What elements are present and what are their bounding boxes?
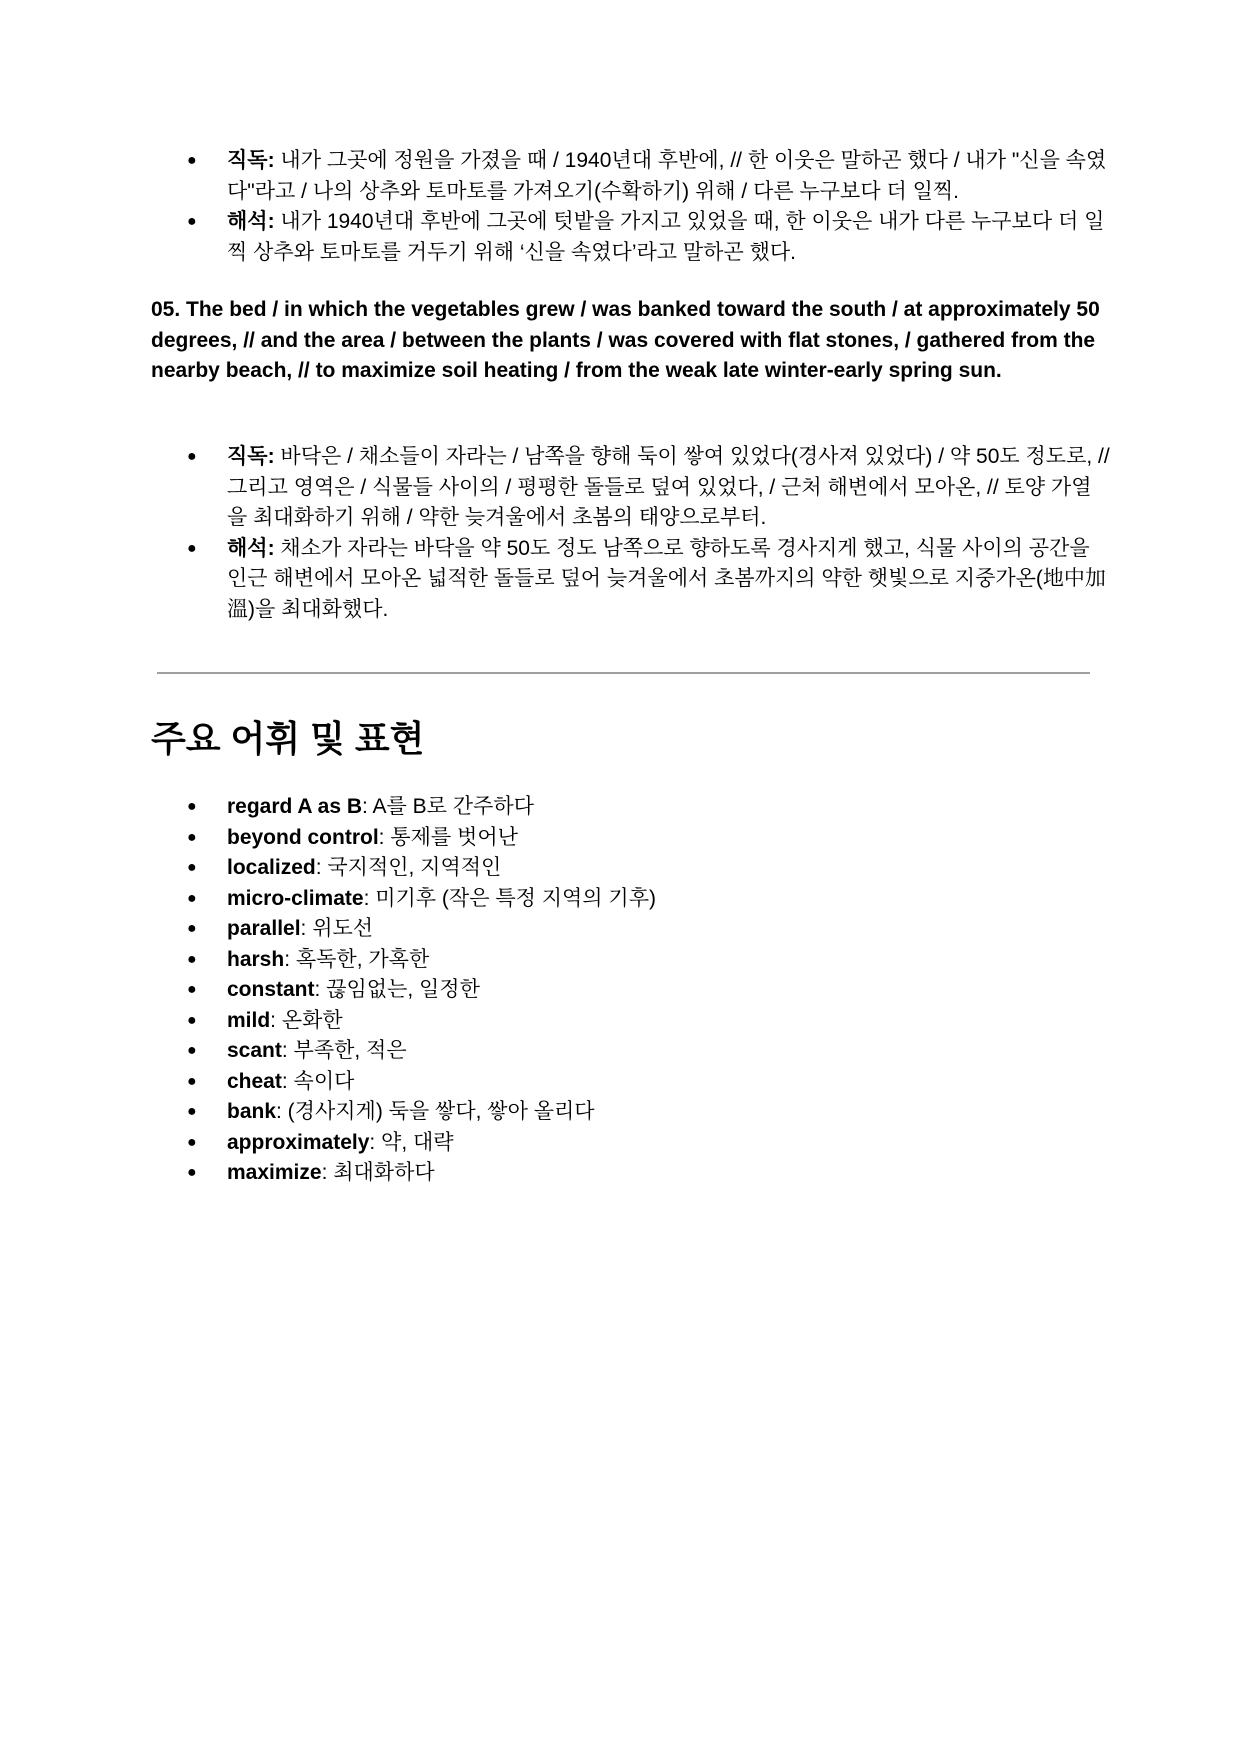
item-text: 채소가 자라는 바닥을 약 50도 정도 남쪽으로 향하도록 경사지게 했고, 식물 사이의 공간을 인근 해변에서 모아온 넓적한 돌들로 덮어 늦겨울에서 초봄까지의 약한 햇빛으로 지중가온(地中加溫)을 최대화했다. bbox=[227, 536, 1106, 621]
bullet-icon: ● bbox=[187, 798, 197, 815]
vocab-meaning: : 미기후 (작은 특정 지역의 기후) bbox=[363, 886, 656, 910]
vocab-meaning: : 위도선 bbox=[300, 917, 374, 940]
vocab-item bbox=[151, 1128, 1111, 1159]
vocab-term: mild bbox=[227, 1008, 271, 1032]
bullet-icon: ● bbox=[187, 539, 197, 557]
vocab-meaning: : 최대화하다 bbox=[321, 1161, 435, 1184]
list-item-interpretation bbox=[151, 207, 1111, 268]
vocab-item bbox=[151, 1158, 1111, 1189]
bullet-icon: ● bbox=[187, 152, 197, 169]
vocab-term: maximize bbox=[227, 1161, 322, 1184]
vocab-meaning: : 속이다 bbox=[281, 1069, 355, 1093]
vocab-list bbox=[151, 792, 1111, 1189]
vocab-item bbox=[151, 1036, 1111, 1067]
vocab-meaning: : A를 B로 간주하다 bbox=[362, 795, 534, 818]
list-item-interpretation bbox=[151, 534, 1111, 626]
section-04-translation-list bbox=[151, 146, 1111, 268]
item-label: 해석: bbox=[227, 536, 275, 560]
vocab-term: harsh bbox=[227, 947, 285, 971]
bullet-icon: ● bbox=[187, 981, 197, 998]
vocab-heading: 주요 어휘 및 표현 bbox=[151, 718, 425, 759]
bullet-icon: ● bbox=[187, 1011, 197, 1029]
vocab-meaning: : 약, 대략 bbox=[369, 1130, 454, 1154]
item-text: 바닥은 / 채소들이 자라는 / 남쪽을 향해 둑이 쌓여 있었다(경사져 있었다) / 약 50도 정도로, // 그리고 영역은 / 식물들 사이의 / 평평한 돌들로 덮여 있었다, / 근처 해변에서 모아온, // 토양 가열을 최대화하기 위해 / 약한 늦겨울에서 초봄의 태양으로부터. bbox=[227, 445, 1110, 529]
vocab-term: parallel bbox=[227, 917, 301, 940]
vocab-item bbox=[151, 914, 1111, 945]
bullet-icon: ● bbox=[187, 213, 197, 230]
bullet-icon: ● bbox=[187, 1072, 197, 1090]
vocab-term: micro-climate bbox=[227, 886, 364, 910]
item-label: 직독: bbox=[227, 149, 275, 172]
vocab-item bbox=[151, 1097, 1111, 1128]
bullet-icon: ● bbox=[187, 1133, 197, 1151]
vocab-meaning: : (경사지게) 둑을 쌓다, 쌓아 올리다 bbox=[276, 1100, 595, 1123]
vocab-item bbox=[151, 1006, 1111, 1037]
bullet-icon: ● bbox=[187, 1164, 197, 1181]
vocab-term: approximately bbox=[227, 1130, 370, 1154]
vocab-meaning: : 끊임없는, 일정한 bbox=[314, 978, 480, 1001]
section-05-translation-list bbox=[151, 442, 1111, 625]
bullet-icon: ● bbox=[187, 1042, 197, 1059]
vocab-item bbox=[151, 792, 1111, 823]
item-label: 직독: bbox=[227, 445, 275, 468]
vocab-item bbox=[151, 884, 1111, 915]
vocab-term: scant bbox=[227, 1039, 282, 1062]
horizontal-divider bbox=[157, 672, 1090, 674]
vocab-meaning: : 혹독한, 가혹한 bbox=[284, 947, 430, 971]
vocab-term: constant bbox=[227, 978, 315, 1001]
vocab-term: regard A as B bbox=[227, 795, 362, 818]
bullet-icon: ● bbox=[187, 920, 197, 937]
vocab-meaning: : 온화한 bbox=[270, 1008, 343, 1032]
vocab-item bbox=[151, 945, 1111, 976]
vocab-meaning: : 부족한, 적은 bbox=[281, 1039, 407, 1062]
vocab-term: localized bbox=[227, 856, 316, 879]
bullet-icon: ● bbox=[187, 828, 197, 846]
item-text: 내가 1940년대 후반에 그곳에 텃밭을 가지고 있었을 때, 한 이웃은 내가 다른 누구보다 더 일찍 상추와 토마토를 거두기 위해 ‘신을 속였다’라고 말하곤 했다. bbox=[227, 210, 1105, 264]
sentence-05: 05. The bed / in which the vegetables grew / was banked toward the south / at approximately 50 degrees, // and the area / between the plants / was covered with flat stones, / gathered from the nearby beach, // to maximize soil heating / from the weak late winter-early spring sun. bbox=[151, 298, 1100, 382]
vocab-meaning: : 통제를 벗어난 bbox=[378, 825, 518, 849]
vocab-term: cheat bbox=[227, 1069, 282, 1093]
bullet-icon: ● bbox=[187, 889, 197, 907]
bullet-icon: ● bbox=[187, 448, 197, 465]
bullet-icon: ● bbox=[187, 859, 197, 876]
vocab-term: bank bbox=[227, 1100, 277, 1123]
vocab-item bbox=[151, 975, 1111, 1006]
vocab-term: beyond control bbox=[227, 825, 379, 849]
vocab-meaning: : 국지적인, 지역적인 bbox=[315, 856, 502, 879]
bullet-icon: ● bbox=[187, 1103, 197, 1120]
list-item-direct-reading bbox=[151, 442, 1111, 534]
bullet-icon: ● bbox=[187, 950, 197, 968]
item-text: 내가 그곳에 정원을 가졌을 때 / 1940년대 후반에, // 한 이웃은 말하곤 했다 / 내가 "신을 속였다"라고 / 나의 상추와 토마토를 가져오기(수확하기) 위해 / 다른 누구보다 더 일찍. bbox=[227, 149, 1107, 203]
vocab-item bbox=[151, 1067, 1111, 1098]
vocab-item bbox=[151, 853, 1111, 884]
item-label: 해석: bbox=[227, 210, 275, 233]
vocab-item bbox=[151, 823, 1111, 854]
list-item-direct-reading bbox=[151, 146, 1111, 207]
